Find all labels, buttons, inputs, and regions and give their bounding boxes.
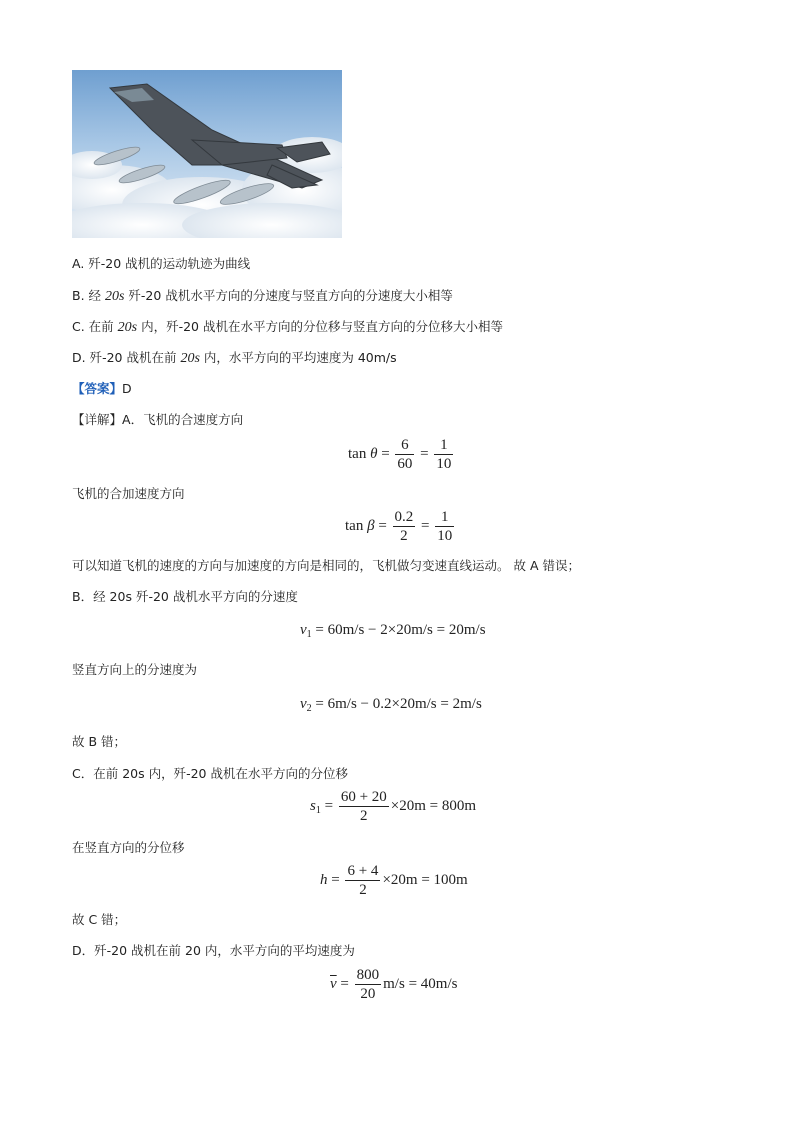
b-wrong: 故 B 错； xyxy=(72,734,127,749)
fighter-jet-photo xyxy=(72,70,342,238)
acceleration-text: 飞机的合加速度方向 xyxy=(72,486,185,501)
vertical-displacement-text: 在竖直方向的分位移 xyxy=(72,840,185,855)
answer-value: D xyxy=(122,381,132,396)
c-wrong: 故 C 错； xyxy=(72,912,127,927)
equation-h: h = $\frac{6 + 4}{2}$ ×20m = 100m xyxy=(320,863,468,898)
jet-illustration xyxy=(72,70,342,238)
equation-tan-beta: tan β = $\frac{0.2}{2}$ = $\frac{1}{10}$ xyxy=(345,509,453,544)
option-c xyxy=(72,319,503,336)
conclusion-a: 可以知道飞机的速度的方向与加速度的方向是相同的，飞机做匀变速直线运动。 故 A 错误； xyxy=(72,558,580,573)
detail-label: 【详解】 xyxy=(72,412,123,427)
answer-label: 【答案】 xyxy=(72,381,123,396)
equation-v1: $v_1 = 60m/s - 2\times 20m/s = 20m/s$ xyxy=(300,622,486,640)
answer-line xyxy=(72,381,132,397)
equation-v2: $v_2 = 6m/s - 0.2\times 20m/s = 2m/s$ xyxy=(300,696,482,714)
option-d xyxy=(72,350,397,367)
detail-d-text: D．歼-20 战机在前 20 内，水平方向的平均速度为 xyxy=(72,943,355,958)
detail-c-text: C．在前 20s 内，歼-20 战机在水平方向的分位移 xyxy=(72,766,348,781)
detail-a-text: A．飞机的合速度方向 xyxy=(122,412,244,427)
equation-tan-theta: tan θ = $\frac{6}{60}$ = $\frac{1}{10}$ xyxy=(348,437,452,472)
option-c-pre: C. 在前 xyxy=(72,319,118,334)
option-d-post: 内，水平方向的平均速度为 40m/s xyxy=(199,350,397,365)
equation-s1: $s_1$ = $\frac{60 + 20}{2}$ ×20m = 800m xyxy=(310,789,477,824)
option-c-time: 20s xyxy=(117,320,138,335)
equation-v-avg: $\overline{v}$ = $\frac{800}{20}$ m/s = 40m/s xyxy=(330,967,458,1002)
option-a: A. 歼-20 战机的运动轨迹为曲线 xyxy=(72,256,251,271)
option-b-pre: B. 经 xyxy=(72,288,105,303)
detail-a-line xyxy=(72,412,243,428)
option-c-post: 内，歼-20 战机在水平方向的分位移与竖直方向的分位移大小相等 xyxy=(137,319,503,334)
vertical-velocity-text: 竖直方向上的分速度为 xyxy=(72,662,198,677)
option-b-time: 20s xyxy=(105,289,125,304)
option-b-post: 歼-20 战机水平方向的分速度与竖直方向的分速度大小相等 xyxy=(124,288,453,303)
option-d-pre: D. 歼-20 战机在前 xyxy=(72,350,181,365)
option-b xyxy=(72,288,453,305)
option-d-time: 20s xyxy=(180,351,200,366)
detail-b-text: B．经 20s 歼-20 战机水平方向的分速度 xyxy=(72,589,298,604)
